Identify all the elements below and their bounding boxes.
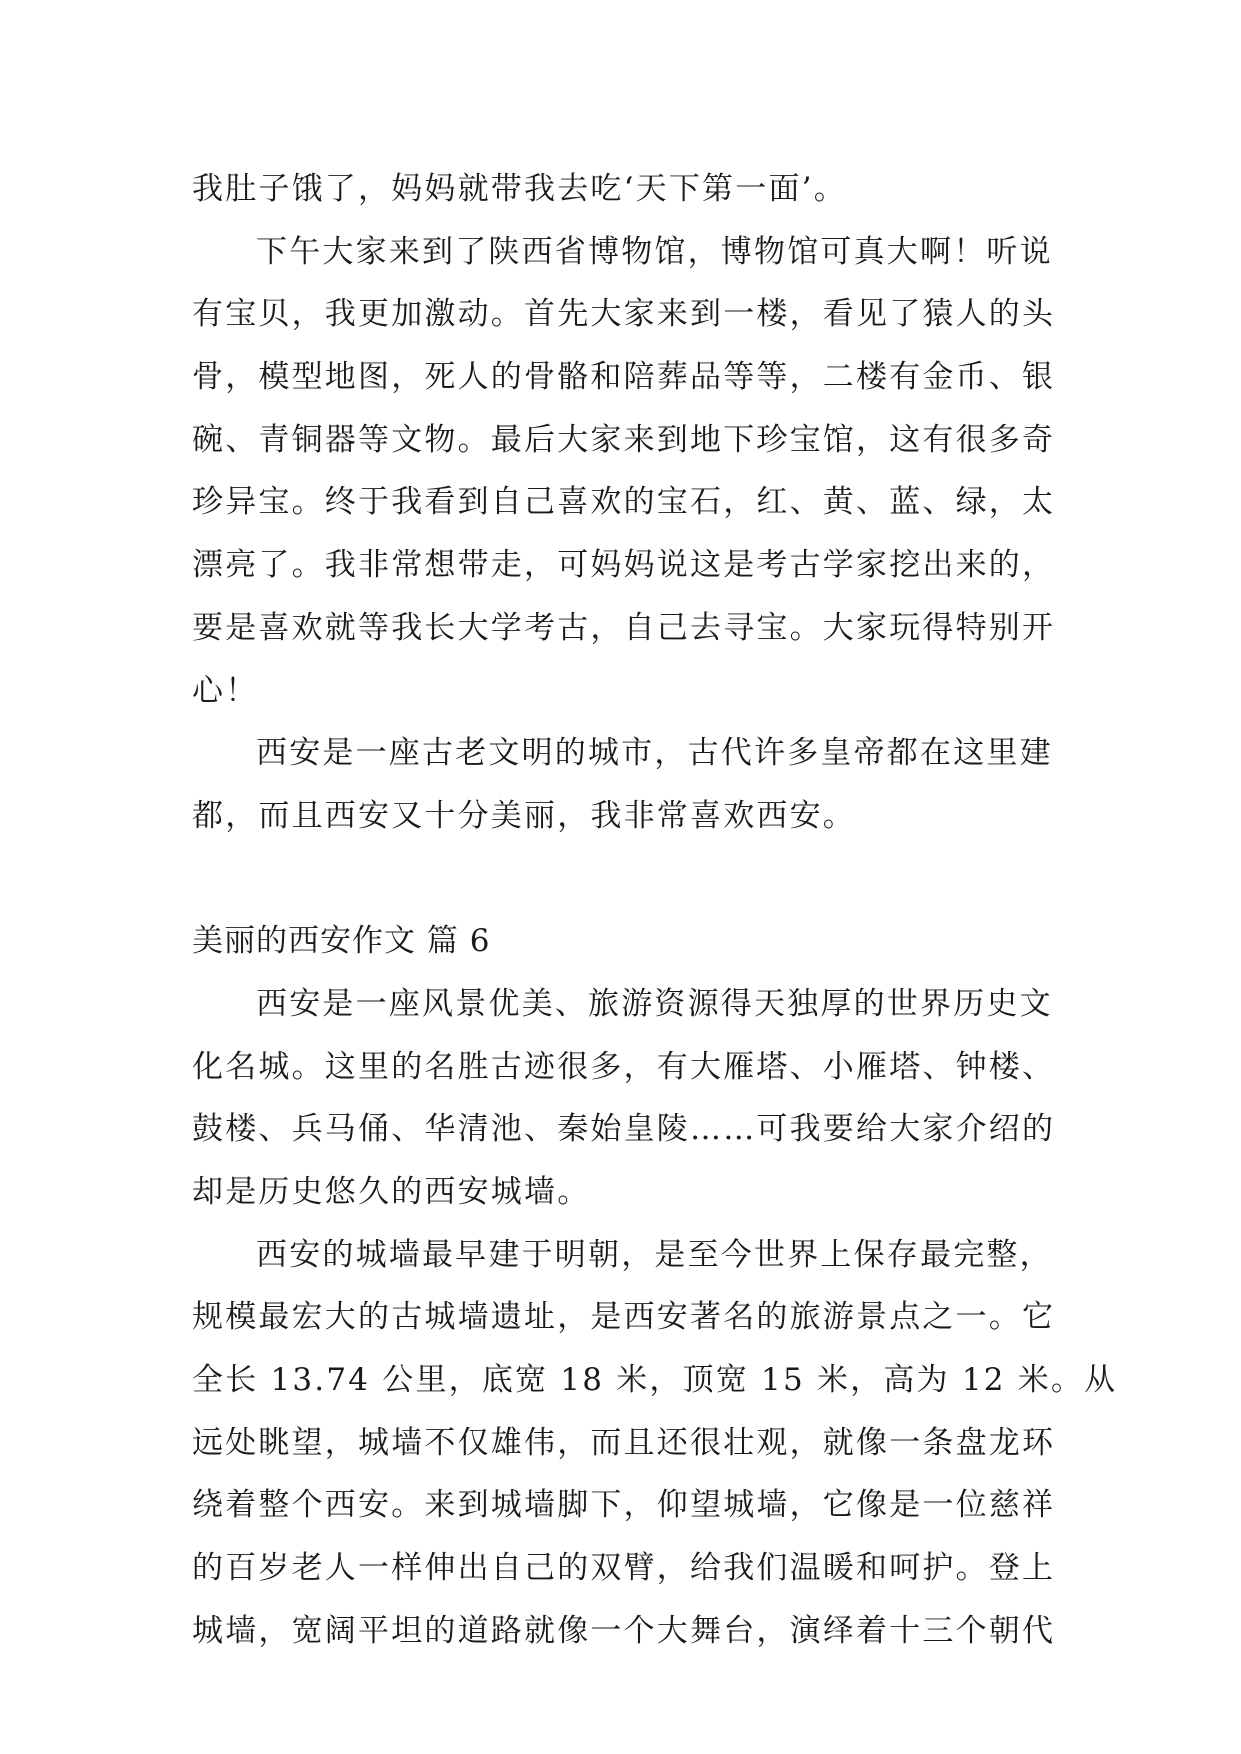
paragraph-line: 有宝贝，我更加激动。首先大家来到一楼，看见了猿人的头 (192, 296, 1056, 333)
paragraph-line: 的百岁老人一样伸出自己的双臂，给我们温暖和呵护。登上 (192, 1550, 1056, 1587)
paragraph-line: 心！ (192, 672, 259, 709)
paragraph-line: 西安是一座风景优美、旅游资源得天独厚的世界历史文 (256, 985, 1053, 1022)
section-heading: 美丽的西安作文 篇 6 (192, 923, 491, 960)
paragraph-line: 城墙，宽阔平坦的道路就像一个大舞台，演绎着十三个朝代 (192, 1612, 1056, 1649)
paragraph-line: 西安是一座古老文明的城市，古代许多皇帝都在这里建 (256, 735, 1053, 772)
paragraph-line: 绕着整个西安。来到城墙脚下，仰望城墙，它像是一位慈祥 (192, 1487, 1056, 1524)
blank-line (192, 848, 1062, 911)
paragraph-line: 西安的城墙最早建于明朝，是至今世界上保存最完整， (256, 1236, 1053, 1273)
paragraph-line: 化名城。这里的名胜古迹很多，有大雁塔、小雁塔、钟楼、 (192, 1048, 1056, 1085)
paragraph-line: 都，而且西安又十分美丽，我非常喜欢西安。 (192, 797, 856, 834)
paragraph-line: 远处眺望，城墙不仅雄伟，而且还很壮观，就像一条盘龙环 (192, 1424, 1056, 1461)
paragraph-line: 珍异宝。终于我看到自己喜欢的宝石，红、黄、蓝、绿，太 (192, 484, 1056, 521)
paragraph-line: 规模最宏大的古城墙遗址，是西安著名的旅游景点之一。它 (192, 1299, 1056, 1336)
paragraph-line: 碗、青铜器等文物。最后大家来到地下珍宝馆，这有很多奇 (192, 421, 1056, 458)
paragraph-line: 全长 13.74 公里，底宽 18 米，顶宽 15 米，高为 12 米。从 (192, 1362, 1118, 1399)
document-body (192, 158, 1118, 1663)
paragraph-line: 却是历史悠久的西安城墙。 (192, 1174, 591, 1210)
paragraph-line: 漂亮了。我非常想带走，可妈妈说这是考古学家挖出来的， (192, 547, 1056, 584)
paragraph-line: 鼓楼、兵马俑、华清池、秦始皇陵……可我要给大家介绍的 (192, 1111, 1056, 1148)
paragraph-line: 下午大家来到了陕西省博物馆，博物馆可真大啊！听说 (256, 233, 1053, 270)
paragraph-line: 我肚子饿了，妈妈就带我去吃‘天下第一面’。 (192, 171, 847, 207)
paragraph-line: 骨，模型地图，死人的骨骼和陪葬品等等，二楼有金币、银 (192, 359, 1056, 396)
paragraph-line: 要是喜欢就等我长大学考古，自己去寻宝。大家玩得特别开 (192, 609, 1056, 646)
